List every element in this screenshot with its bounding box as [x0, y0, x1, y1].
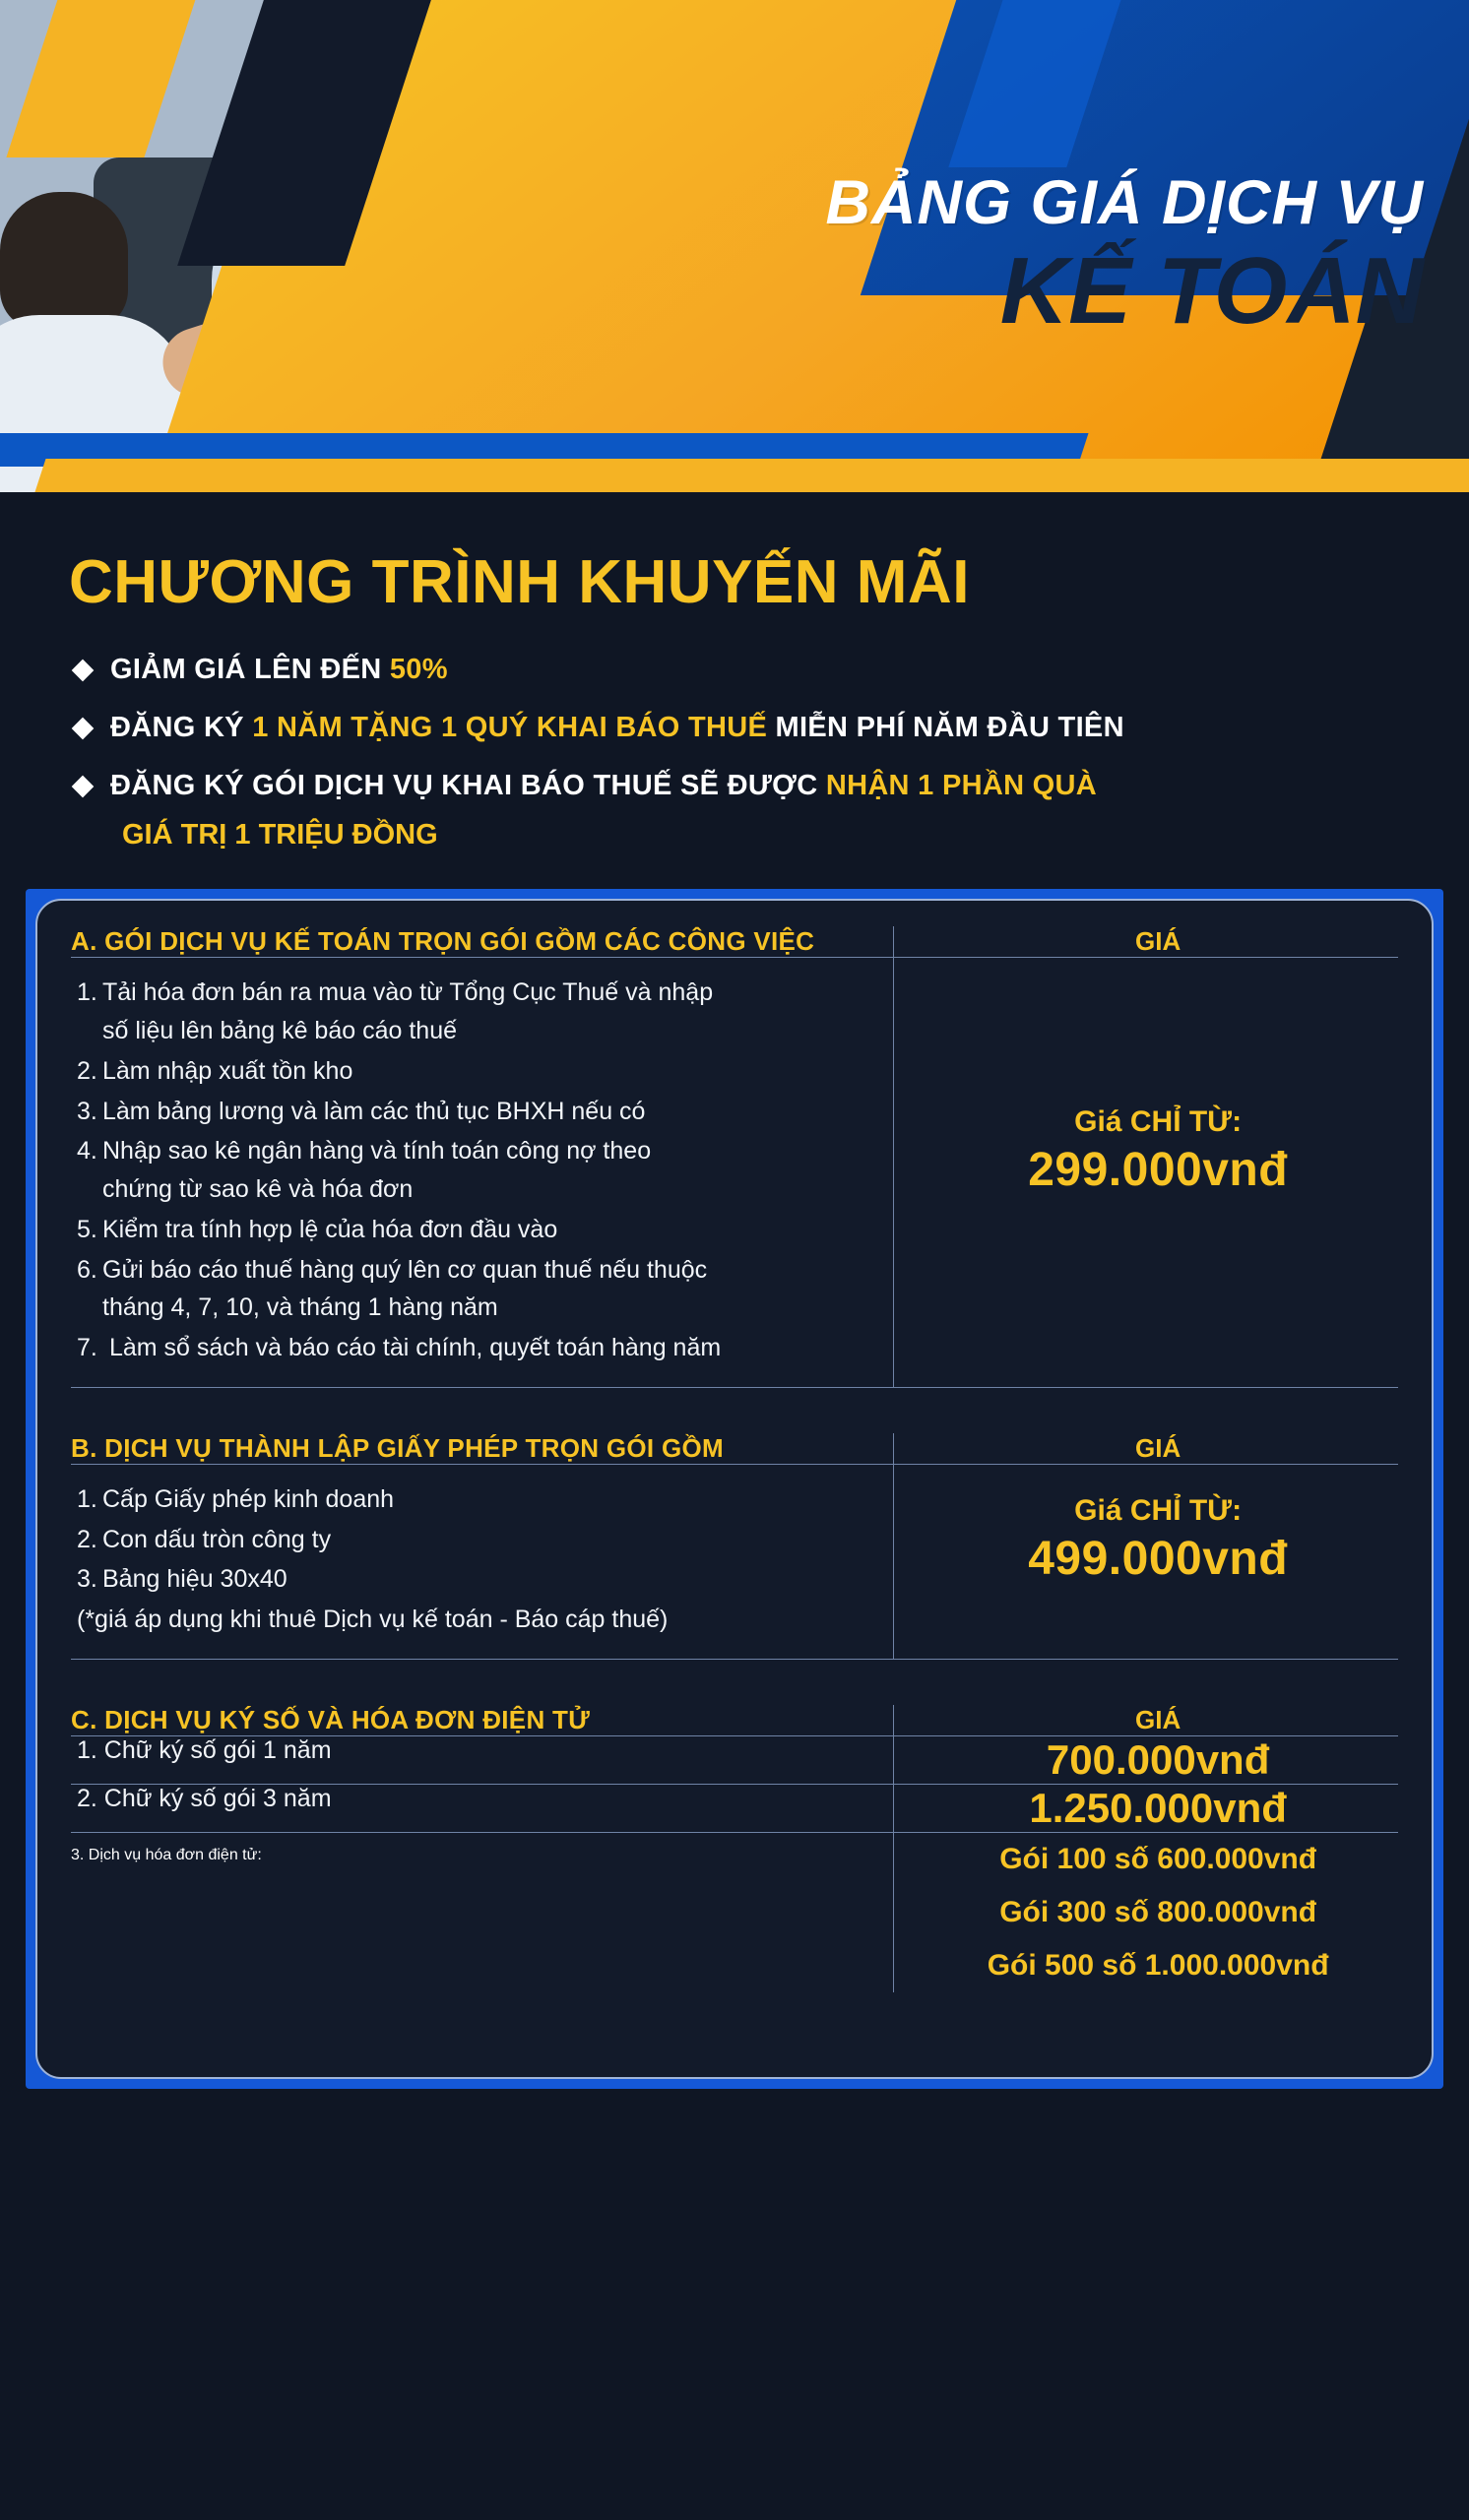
list-item — [77, 1211, 869, 1249]
promotion-item-text — [110, 651, 448, 689]
row-item-value: 1.250.000vnđ — [1029, 1784, 1287, 1831]
item-number: 2. — [77, 1525, 97, 1553]
item-text: Bảng hiệu 30x40 — [102, 1565, 287, 1594]
item-text-cont: chứng từ sao kê và hóa đơn — [102, 1175, 414, 1204]
section-a-items-cell — [71, 958, 894, 1388]
table-row — [71, 1784, 1398, 1832]
section-b-item-list — [71, 1465, 869, 1659]
row-item-label: 2. Chữ ký số gói 3 năm — [77, 1784, 332, 1812]
price-header-c: GIÁ — [1135, 1704, 1182, 1734]
item-number: 3. — [77, 1565, 97, 1594]
section-end-gap — [71, 1992, 1398, 2038]
package-option: Gói 100 số 600.000vnđ — [999, 1842, 1317, 1875]
pricing-table-frame — [26, 889, 1443, 2089]
item-text: Cấp Giấy phép kinh doanh — [102, 1484, 395, 1513]
hero-title-group — [825, 168, 1424, 344]
section-a-price-cell — [894, 958, 1398, 1388]
price-header-b: GIÁ — [1135, 1432, 1182, 1463]
row-value-cell — [894, 1735, 1398, 1784]
section-b-header-row — [71, 1433, 1398, 1465]
list-item — [77, 1560, 869, 1599]
item-text: Làm bảng lương và làm các thủ tục BHXH nếu có — [102, 1097, 646, 1125]
section-b-body-row — [71, 1464, 1398, 1659]
section-a-title-cell — [71, 926, 894, 958]
item-number: 5. — [77, 1215, 97, 1243]
section-c-price-header-cell — [894, 1705, 1398, 1736]
row-item-cell — [71, 1784, 894, 1832]
diamond-bullet-icon — [72, 718, 95, 740]
section-c-header-row — [71, 1705, 1398, 1736]
list-item — [77, 1601, 869, 1639]
section-a-body-row — [71, 958, 1398, 1388]
list-item — [77, 1251, 869, 1328]
row-item-label: 1. Chữ ký số gói 1 năm — [77, 1735, 332, 1764]
promotion-item — [69, 651, 1400, 689]
item-number: 2. — [77, 1056, 97, 1085]
section-a-price-header-cell — [894, 926, 1398, 958]
list-item — [77, 1052, 869, 1091]
item-number: 4. — [77, 1137, 97, 1166]
section-a-price-label: Giá CHỈ TỪ: — [1074, 1105, 1243, 1139]
row-item-cell — [71, 1735, 894, 1784]
promotion-item-text — [110, 709, 1124, 747]
list-item — [77, 1132, 869, 1209]
item-number: 6. — [77, 1255, 97, 1284]
list-item — [77, 1480, 869, 1519]
item-text-cont: số liệu lên bảng kê báo cáo thuế — [102, 1017, 457, 1045]
item-number: 7. — [77, 1334, 97, 1362]
section-gap — [71, 1660, 1398, 1705]
row-item-label: 3. Dịch vụ hóa đơn điện tử: — [71, 1846, 262, 1863]
section-a-price-value: 299.000vnđ — [1028, 1144, 1289, 1197]
promotion-item-text — [110, 767, 1097, 805]
section-a-title: A. GÓI DỊCH VỤ KẾ TOÁN TRỌN GÓI GỒM CÁC CÔNG VIỆC — [71, 926, 815, 957]
section-c-title: C. DỊCH VỤ KÝ SỐ VÀ HÓA ĐƠN ĐIỆN TỬ — [71, 1704, 591, 1734]
diamond-bullet-icon — [72, 776, 95, 798]
item-text: Nhập sao kê ngân hàng và tính toán công nợ theo — [102, 1137, 652, 1166]
promotion-item — [69, 767, 1400, 805]
promo-1-gold-1: 50% — [389, 654, 448, 685]
section-a-item-list — [71, 958, 869, 1387]
gold-bottom-bar — [33, 459, 1469, 492]
item-number: 1. — [77, 1484, 97, 1513]
promotion-section — [0, 492, 1469, 861]
promotion-item — [69, 709, 1400, 747]
promotion-list — [69, 651, 1400, 805]
package-option: Gói 300 số 800.000vnđ — [999, 1895, 1317, 1928]
section-b-price-value: 499.000vnđ — [1028, 1532, 1289, 1585]
list-item — [77, 974, 869, 1050]
item-text: Con dấu tròn công ty — [102, 1525, 332, 1553]
pricing-table — [35, 899, 1434, 2079]
table-row — [71, 1832, 1398, 1992]
pricing-grid — [71, 926, 1398, 2038]
hero-banner — [0, 0, 1469, 492]
section-b-title-cell — [71, 1433, 894, 1465]
section-b-price-header-cell — [894, 1433, 1398, 1465]
promo-2-white-2: MIỄN PHÍ NĂM ĐẦU TIÊN — [775, 712, 1124, 744]
list-item — [77, 1093, 869, 1131]
promotion-title: CHƯƠNG TRÌNH KHUYẾN MÃI — [69, 548, 970, 616]
promotion-subline: GIÁ TRỊ 1 TRIỆU ĐỒNG — [122, 819, 438, 851]
item-text: Tải hóa đơn bán ra mua vào từ Tổng Cục Thuế và nhập — [102, 978, 714, 1007]
hero-title-line1: BẢNG GIÁ DỊCH VỤ — [825, 168, 1424, 237]
section-b-items-cell — [71, 1464, 894, 1659]
row-value-cell — [894, 1784, 1398, 1832]
item-text: Kiểm tra tính hợp lệ của hóa đơn đầu vào — [102, 1215, 558, 1243]
hero-title-line2: KẾ TOÁN — [999, 238, 1424, 344]
package-option: Gói 500 số 1.000.000vnđ — [987, 1948, 1329, 1982]
list-item — [77, 1521, 869, 1559]
promo-1-white-1: GIẢM GIÁ LÊN ĐẾN — [110, 654, 390, 685]
price-header-a: GIÁ — [1135, 926, 1182, 957]
promo-2-gold-1: 1 NĂM TẶNG 1 QUÝ KHAI BÁO THUẾ — [252, 712, 776, 744]
row-item-cell — [71, 1832, 894, 1992]
section-b-price-label: Giá CHỈ TỪ: — [1074, 1493, 1243, 1527]
section-b-price-cell — [894, 1464, 1398, 1659]
section-c-title-cell — [71, 1705, 894, 1736]
promo-3-gold-1: NHẬN 1 PHẦN QUÀ — [825, 770, 1098, 802]
list-item — [77, 1329, 869, 1367]
diamond-bullet-icon — [72, 660, 95, 682]
section-a-header-row — [71, 926, 1398, 958]
item-text: Làm nhập xuất tồn kho — [102, 1056, 353, 1085]
item-text-cont: tháng 4, 7, 10, và tháng 1 hàng năm — [102, 1293, 498, 1322]
item-number: 1. — [77, 978, 97, 1007]
promo-3-white-1: ĐĂNG KÝ GÓI DỊCH VỤ KHAI BÁO THUẾ SẼ ĐƯỢC — [110, 770, 826, 802]
package-list-cell — [894, 1832, 1398, 1992]
section-b-title: B. DỊCH VỤ THÀNH LẬP GIẤY PHÉP TRỌN GÓI GỒM — [71, 1432, 724, 1463]
item-text: Làm sổ sách và báo cáo tài chính, quyết toán hàng năm — [102, 1334, 722, 1362]
client-head — [0, 192, 128, 330]
section-gap — [71, 1388, 1398, 1433]
row-item-value: 700.000vnđ — [1046, 1735, 1270, 1783]
item-note: (*giá áp dụng khi thuê Dịch vụ kế toán - Báo cáp thuế) — [77, 1606, 669, 1634]
item-number: 3. — [77, 1097, 97, 1125]
promo-2-white-1: ĐĂNG KÝ — [110, 712, 253, 744]
table-row — [71, 1735, 1398, 1784]
item-text: Gửi báo cáo thuế hàng quý lên cơ quan thuế nếu thuộc — [102, 1255, 708, 1284]
